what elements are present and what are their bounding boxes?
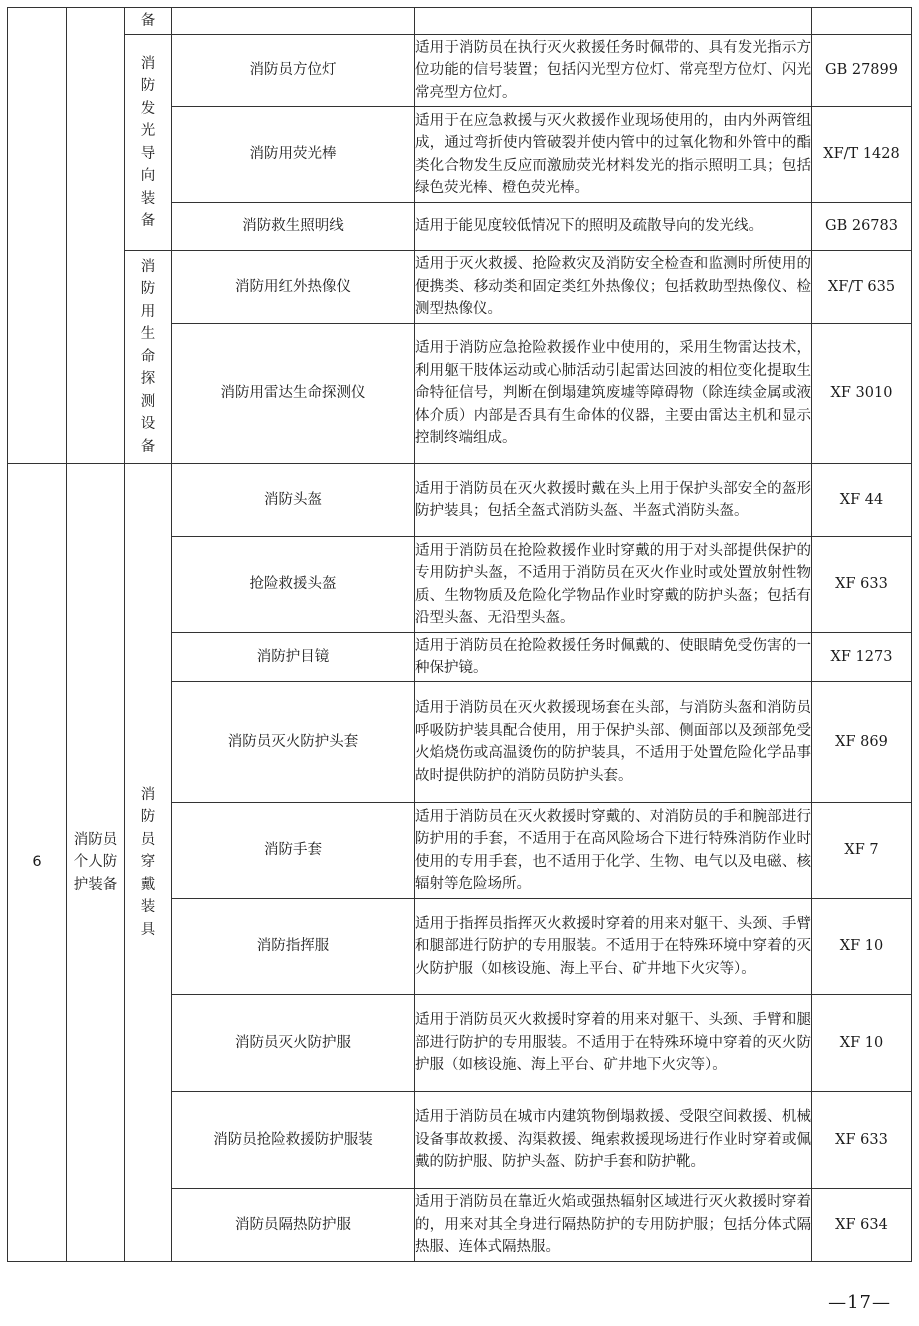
standard-code: XF/T 1428: [812, 107, 912, 203]
equipment-name: 消防手套: [172, 803, 415, 899]
category-cell: 消防员个人防护装备: [67, 464, 125, 1262]
standard-code: XF 7: [812, 803, 912, 899]
table-row: [8, 35, 912, 107]
equipment-description: 适用于消防员在城市内建筑物倒塌救援、受限空间救援、机械设备事故救援、沟渠救援、绳索救援现场进行作业时穿着或佩戴的防护服、防护头盔、防护手套和防护靴。: [415, 1092, 812, 1189]
table-row: [8, 251, 912, 324]
name-cell-empty: [172, 8, 415, 35]
equipment-description: 适用于消防员在灭火救援现场套在头部，与消防头盔和消防员呼吸防护装具配合使用，用于保护头部、侧面部以及颈部免受火焰烧伤或高温烫伤的防护装具，不适用于处置危险化学品事故时提供防护的消防员防护头套。: [415, 682, 812, 803]
equipment-standards-table: [7, 7, 912, 1262]
equipment-name: 消防用雷达生命探测仪: [172, 324, 415, 464]
equipment-description: 适用于消防员在执行灭火救援任务时佩带的、具有发光指示方位功能的信号装置；包括闪光型方位灯、常亮型方位灯、闪光常亮型方位灯。: [415, 35, 812, 107]
equipment-description: 适用于消防员在抢险救援作业时穿戴的用于对头部提供保护的专用防护头盔，不适用于消防员在灭火作业时或处置放射性物质、生物物质及危险化学物品作业时穿戴的防护头盔；包括有沿型头盔、无沿型头盔。: [415, 537, 812, 633]
standard-code: XF/T 635: [812, 251, 912, 324]
equipment-name: 消防用荧光棒: [172, 107, 415, 203]
equipment-description: 适用于消防员在灭火救援时戴在头上用于保护头部安全的盔形防护装具；包括全盔式消防头盔、半盔式消防头盔。: [415, 464, 812, 537]
subcategory-tail: 备: [125, 8, 172, 35]
number-cell-empty: [8, 8, 67, 464]
equipment-description: 适用于指挥员指挥灭火救援时穿着的用来对躯干、头颈、手臂和腿部进行防护的专用服装。不适用于在特殊环境中穿着的灭火防护服（如核设施、海上平台、矿井地下火灾等）。: [415, 899, 812, 995]
table-row: [8, 464, 912, 537]
equipment-description: 适用于消防应急抢险救援作业中使用的，采用生物雷达技术，利用躯干肢体运动或心肺活动引起雷达回波的相位变化提取生命特征信号，判断在倒塌建筑废墟等障碍物（除连续金属或液体介质）内部是否具有生命体的仪器，主要由雷达主机和显示控制终端组成。: [415, 324, 812, 464]
standard-code: XF 633: [812, 1092, 912, 1189]
equipment-name: 抢险救援头盔: [172, 537, 415, 633]
subcategory-cell: 消防员穿戴装具: [125, 464, 172, 1262]
equipment-description: 适用于消防员在灭火救援时穿戴的、对消防员的手和腕部进行防护用的手套，不适用于在高风险场合下进行特殊消防作业时使用的专用手套，也不适用于化学、生物、电气以及电磁、核辐射等危险场所。: [415, 803, 812, 899]
equipment-name: 消防护目镜: [172, 633, 415, 682]
description-cell-empty: [415, 8, 812, 35]
equipment-description: 适用于消防员在抢险救援任务时佩戴的、使眼睛免受伤害的一种保护镜。: [415, 633, 812, 682]
subcategory-cell: 消防发光导向装备: [125, 35, 172, 251]
standard-code: XF 633: [812, 537, 912, 633]
equipment-name: 消防头盔: [172, 464, 415, 537]
standard-code: GB 26783: [812, 203, 912, 251]
standard-code: XF 10: [812, 899, 912, 995]
equipment-name: 消防员隔热防护服: [172, 1189, 415, 1262]
standard-code: GB 27899: [812, 35, 912, 107]
equipment-name: 消防用红外热像仪: [172, 251, 415, 324]
standard-code: XF 1273: [812, 633, 912, 682]
standard-code: XF 634: [812, 1189, 912, 1262]
equipment-name: 消防救生照明线: [172, 203, 415, 251]
standard-code: XF 10: [812, 995, 912, 1092]
equipment-description: 适用于消防员灭火救援时穿着的用来对躯干、头颈、手臂和腿部进行防护的专用服装。不适用于在特殊环境中穿着的灭火防护服（如核设施、海上平台、矿井地下火灾等）。: [415, 995, 812, 1092]
equipment-name: 消防员方位灯: [172, 35, 415, 107]
standard-cell-empty: [812, 8, 912, 35]
category-cell-empty: [67, 8, 125, 464]
page-number: —17—: [828, 1292, 891, 1313]
equipment-name: 消防员抢险救援防护服装: [172, 1092, 415, 1189]
equipment-name: 消防员灭火防护服: [172, 995, 415, 1092]
standard-code: XF 3010: [812, 324, 912, 464]
equipment-name: 消防员灭火防护头套: [172, 682, 415, 803]
equipment-description: 适用于灭火救援、抢险救灾及消防安全检查和监测时所使用的便携类、移动类和固定类红外热像仪；包括救助型热像仪、检测型热像仪。: [415, 251, 812, 324]
continuation-row: [8, 8, 912, 35]
standard-code: XF 44: [812, 464, 912, 537]
standard-code: XF 869: [812, 682, 912, 803]
equipment-description: 适用于消防员在靠近火焰或强热辐射区域进行灭火救援时穿着的，用来对其全身进行隔热防护的专用防护服；包括分体式隔热服、连体式隔热服。: [415, 1189, 812, 1262]
equipment-description: 适用于在应急救援与灭火救援作业现场使用的，由内外两管组成，通过弯折使内管破裂并使内管中的过氧化物和外管中的酯类化合物发生反应而激励荧光材料发光的指示照明工具；包括绿色荧光棒、橙色荧光棒。: [415, 107, 812, 203]
section-number: 6: [8, 464, 67, 1262]
equipment-name: 消防指挥服: [172, 899, 415, 995]
equipment-description: 适用于能见度较低情况下的照明及疏散导向的发光线。: [415, 203, 812, 251]
subcategory-cell: 消防用生命探测设备: [125, 251, 172, 464]
